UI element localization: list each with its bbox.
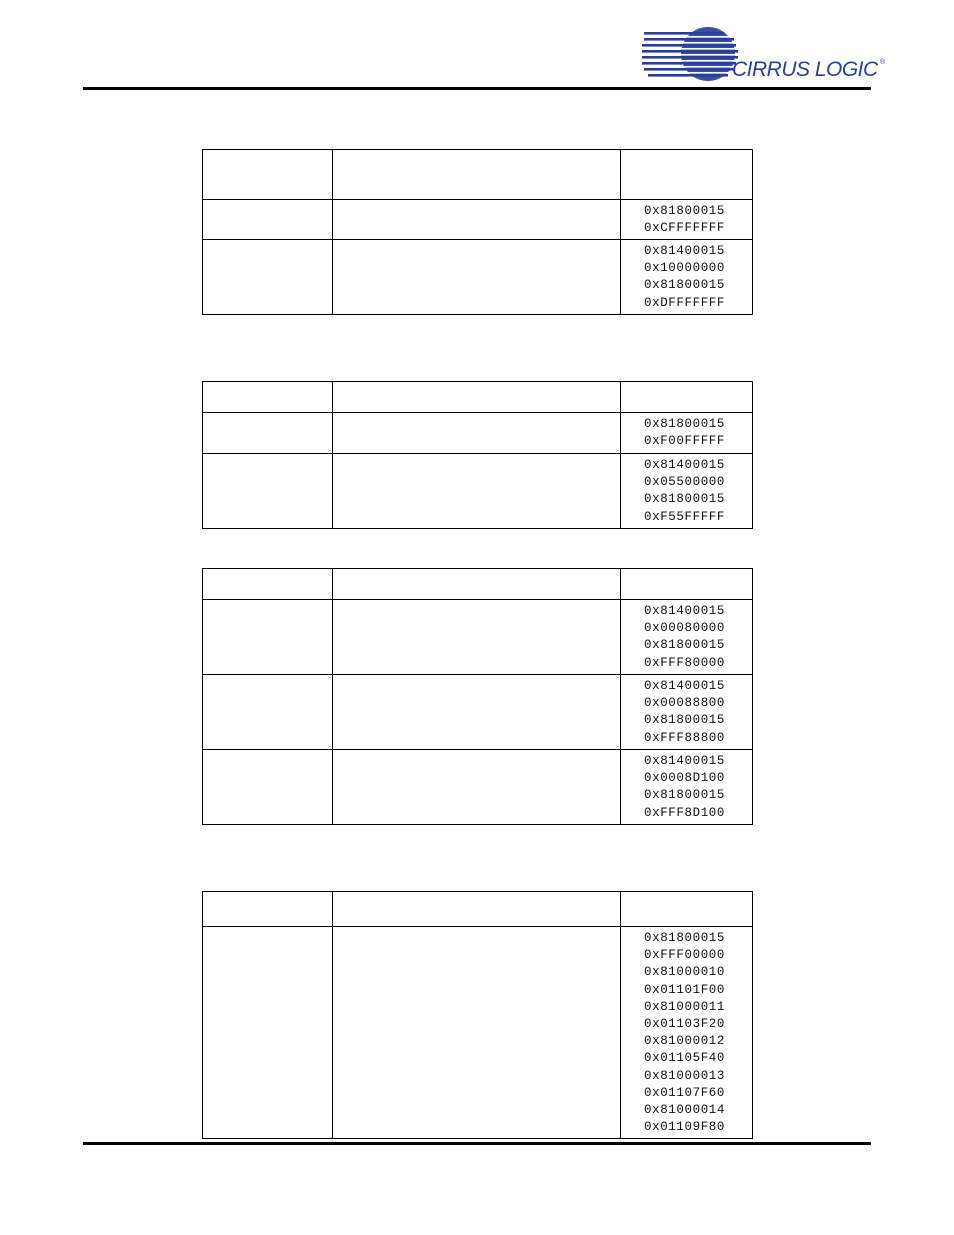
register-value: 0x00088800 [644, 696, 726, 711]
register-table-3 [202, 568, 753, 825]
header-rule [83, 87, 871, 90]
register-value: 0x81800015 [644, 931, 726, 945]
register-value: 0x81800015 [644, 788, 726, 803]
cirrus-logic-logo [640, 24, 890, 84]
table-header-row [203, 150, 753, 200]
register-value: 0xFFF80000 [644, 655, 726, 670]
table-row [203, 927, 753, 1139]
register-value: 0xF00FFFFF [644, 434, 726, 449]
table-row [203, 240, 753, 315]
header-cell [333, 892, 621, 927]
value-cell [621, 600, 753, 675]
register-value: 0x81800015 [644, 492, 726, 507]
register-value: 0x81400015 [644, 244, 726, 258]
register-value: 0x81000014 [644, 1103, 726, 1118]
header-cell [203, 382, 333, 413]
value-cell [621, 413, 753, 454]
header-cell [621, 382, 753, 413]
footer-rule [83, 1142, 871, 1145]
register-value: 0x81400015 [644, 458, 726, 472]
brand-wordmark: CIRRUS LOGIC [732, 58, 878, 81]
register-value: 0x01101F00 [644, 982, 726, 997]
register-value: 0x05500000 [644, 475, 726, 490]
header-cell [621, 150, 753, 200]
table-header-row [203, 569, 753, 600]
header-cell [203, 150, 333, 200]
value-cell [621, 454, 753, 529]
register-value: 0xF55FFFFF [644, 509, 726, 524]
register-value: 0xCFFFFFFF [644, 221, 726, 236]
header-cell [621, 569, 753, 600]
header-cell [203, 892, 333, 927]
header-cell [333, 150, 621, 200]
table-row [203, 200, 753, 240]
value-cell [621, 750, 753, 825]
register-value: 0x81800015 [644, 204, 726, 218]
register-value: 0x01103F20 [644, 1017, 726, 1032]
header-cell [333, 569, 621, 600]
register-value: 0x0008D100 [644, 771, 726, 786]
header-cell [203, 569, 333, 600]
header-cell [621, 892, 753, 927]
register-value: 0x81800015 [644, 278, 726, 293]
register-value: 0x00080000 [644, 621, 726, 636]
register-value: 0x10000000 [644, 261, 726, 276]
value-cell [621, 927, 753, 1139]
register-value: 0x01107F60 [644, 1085, 726, 1100]
table-header-row [203, 892, 753, 927]
register-value: 0x81800015 [644, 417, 726, 431]
register-value: 0x01105F40 [644, 1051, 726, 1066]
register-value: 0x81400015 [644, 754, 726, 768]
register-value: 0xFFF00000 [644, 948, 726, 963]
register-value: 0x81000012 [644, 1034, 726, 1049]
register-value: 0x81000011 [644, 999, 726, 1014]
table-row [203, 454, 753, 529]
register-value: 0x81400015 [644, 604, 726, 618]
register-value: 0x81000013 [644, 1068, 726, 1083]
value-cell [621, 675, 753, 750]
register-value: 0xDFFFFFFF [644, 295, 726, 310]
register-value: 0x01109F80 [644, 1120, 726, 1135]
register-table-1 [202, 149, 753, 315]
register-table-2 [202, 381, 753, 529]
registered-mark: ® [880, 59, 886, 66]
register-value: 0x81000010 [644, 965, 726, 980]
value-cell [621, 240, 753, 315]
register-value: 0x81400015 [644, 679, 726, 693]
table-row [203, 600, 753, 675]
table-row [203, 413, 753, 454]
register-value: 0x81800015 [644, 638, 726, 653]
table-row [203, 750, 753, 825]
value-cell [621, 200, 753, 240]
register-table-4 [202, 891, 753, 1139]
table-header-row [203, 382, 753, 413]
table-row [203, 675, 753, 750]
register-value: 0x81800015 [644, 713, 726, 728]
header-cell [333, 382, 621, 413]
register-value: 0xFFF8D100 [644, 805, 726, 820]
register-value: 0xFFF88800 [644, 730, 726, 745]
